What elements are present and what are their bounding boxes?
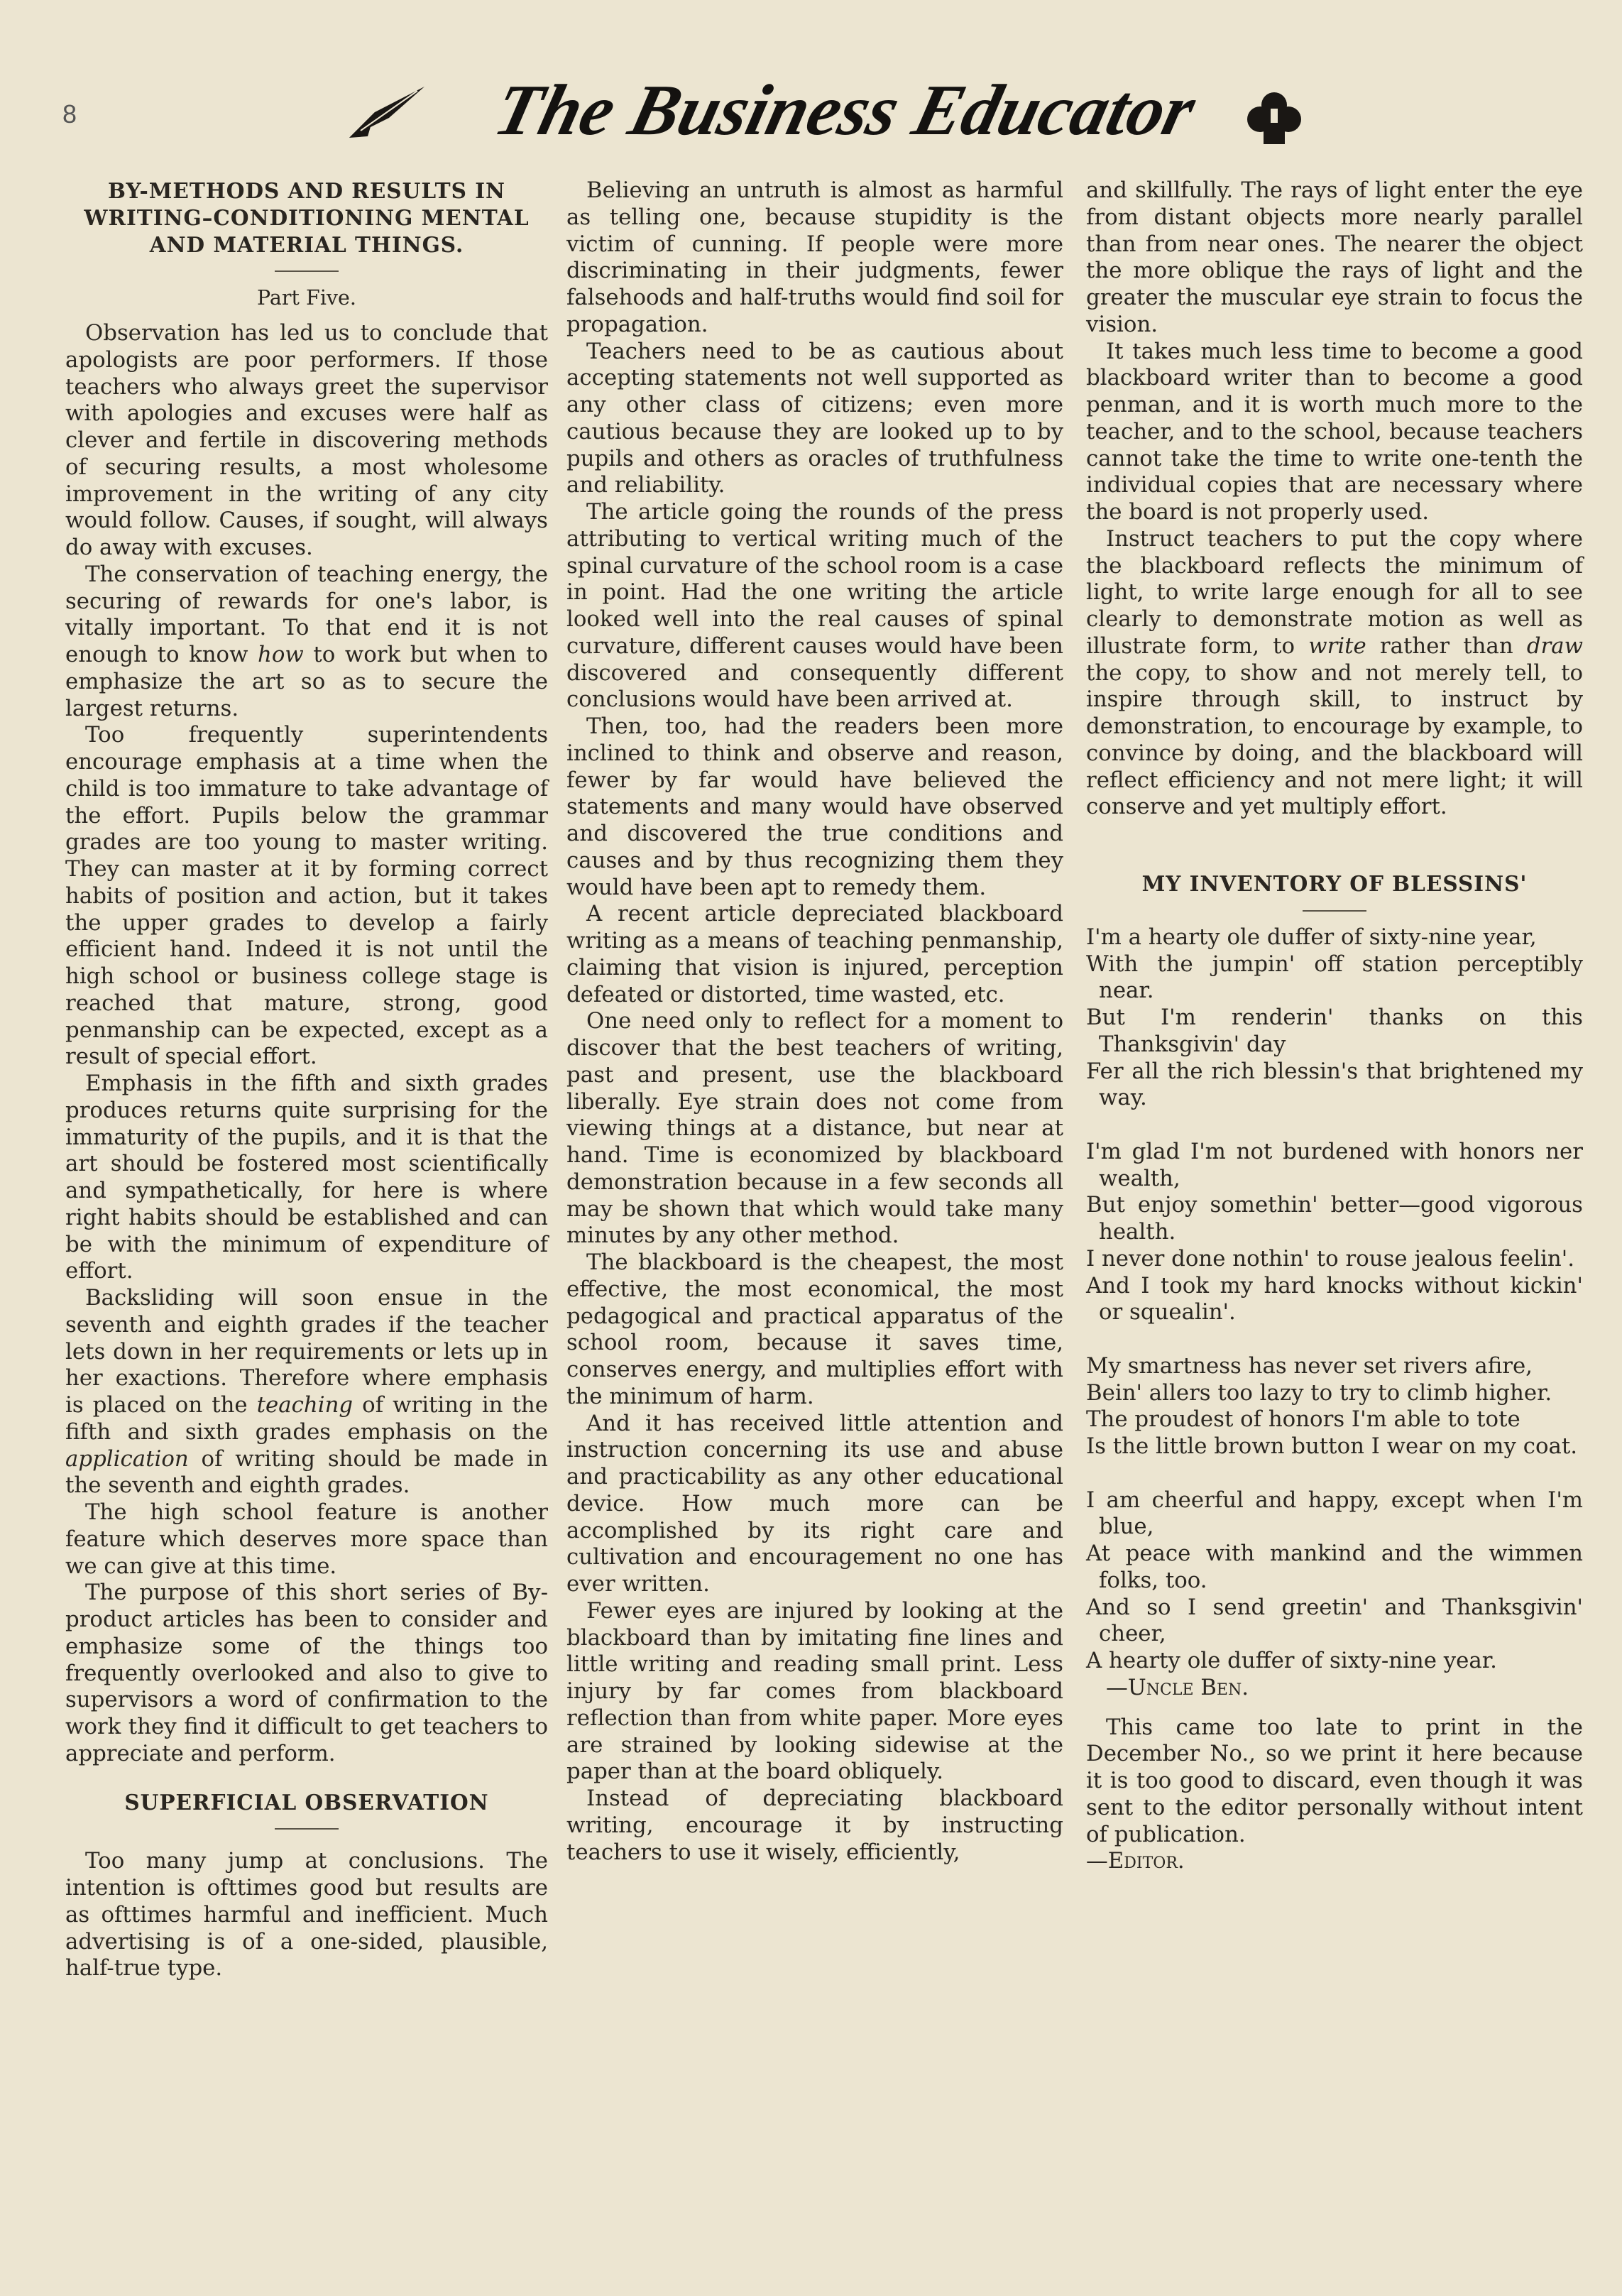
divider (275, 270, 339, 272)
masthead-title: The Business Educator (487, 70, 1203, 151)
column-2 (566, 177, 1063, 1866)
poem-line: But enjoy somethin' better—good vigorous health. (1086, 1192, 1583, 1245)
paragraph: Too frequently superintendents encourage emphasis at a time when the child is too immature to take advantage of the effort. Pupils below the grammar grades are too young to master writing. They can master at it by forming correct habits of position and action, but it takes the upper grades to develop a fairly efficient hand. Indeed it is not until the high school or business college stage is reached that mature, strong, good penmanship can be expected, except as a result of special effort. (65, 722, 548, 1070)
column-3 (1086, 177, 1583, 1875)
divider (1303, 910, 1366, 912)
paragraph: Observation has led us to conclude that apologists are poor performers. If those teachers who always greet the supervisor with apologies and excuses were half as clever and fertile in discovering methods of securing results, a most wholesome improvement in the writing of any city would follow. Causes, if sought, will always do away with excuses. (65, 320, 548, 560)
paragraph: Believing an untruth is almost as harmful as telling one, because stupidity is the victim of cunning. If people were more discriminating in their judgments, fewer falsehoods and half-truths would find soil for propagation. (566, 177, 1063, 337)
quill-pen-icon (346, 84, 432, 141)
paragraph: Instead of depreciating blackboard writing, encourage it by instructing teachers to use it wisely, efficiently, (566, 1786, 1063, 1865)
paragraph: The article going the rounds of the press attributing to vertical writing much of the spinal curvature of the school room is a case in point. Had the one writing the article looked well into the real causes of spinal curvature, different causes would have been discovered and consequently different conclusions would have been arrived at. (566, 499, 1063, 713)
page-number: 8 (62, 99, 77, 129)
poem-line: Is the little brown button I wear on my coat. (1086, 1433, 1578, 1459)
article-title: BY-METHODS AND RESULTS IN WRITING–CONDITIONING MENTAL AND MATERIAL THINGS. (84, 178, 530, 257)
section-title: SUPERFICIAL OBSERVATION (124, 1789, 489, 1815)
poem-line: I am cheerful and happy, except when I'm blue, (1086, 1487, 1583, 1540)
paragraph: Emphasis in the fifth and sixth grades produces returns quite surprising for the immaturity of the pupils, and it is that the art should be fostered most scientifically and sympathetically, for here is where right habits should be established and can be with the minimum of expenditure of effort. (65, 1071, 548, 1284)
poem-stanza (1086, 1487, 1583, 1675)
poem-stanza (1086, 1139, 1583, 1326)
editor-signature: —Editor. (1086, 1848, 1185, 1874)
paragraph: Fewer eyes are injured by looking at the blackboard than by imitating fine lines and little writing and reading small print. Less injury by far comes from blackboard reflection than from white paper. More eyes are strained by looking sidewise at the paper than at the board obliquely. (566, 1597, 1063, 1785)
poem-line: And I took my hard knocks without kickin' or squealin'. (1086, 1272, 1583, 1325)
poem-line: The proudest of honors I'm able to tote (1086, 1406, 1520, 1433)
poem-title: MY INVENTORY OF BLESSINS' (1141, 871, 1528, 896)
paragraph: Too many jump at conclusions. The intention is ofttimes good but results are as ofttimes harmful and inefficient. Much advertising is of a one-sided, plausible, half-true type. (65, 1848, 548, 1981)
poem-signature: —Uncle Ben. (1106, 1674, 1249, 1700)
paragraph: It takes much less time to become a good blackboard writer than to become a good penman, and it is worth much more to the teacher, and to the school, because teachers cannot take the time to write one-tenth the individual copies that are necessary where the board is not properly used. (1086, 338, 1583, 525)
part-heading: Part Five. (257, 286, 356, 310)
poem-line: I never done nothin' to rouse jealous feelin'. (1086, 1245, 1574, 1272)
paragraph: Instruct teachers to put the copy where the blackboard reflects the minimum of light, to write large enough for all to see clearly to demonstrate motion as well as illustrate form, to write rather than draw the copy, to show and not merely tell, to inspire through skill, to instruct by demonstration, to encourage by example, to convince by doing, and the blackboard will reflect efficiency and not mere light; it will conserve and yet multiply effort. (1086, 525, 1584, 820)
poem-line: Fer all the rich blessin's that brightened my way. (1086, 1058, 1583, 1111)
poem-line: And so I send greetin' and Thanksgivin' cheer, (1086, 1594, 1583, 1647)
paragraph: Backsliding will soon ensue in the seventh and eighth grades if the teacher lets down in her requirements or lets up in her exactions. Therefore where emphasis is placed on the teaching of writing in the fifth and sixth grades emphasis on the application of writing should be made in the seventh and eighth grades. (65, 1285, 548, 1499)
editor-note: This came too late to print in the December No., so we print it here because it is too good to discard, even though it was sent to the editor personally without intent of publication. (1086, 1714, 1583, 1847)
paragraph: A recent article depreciated blackboard writing as a means of teaching penmanship, claiming that vision is injured, perception defeated or distorted, time wasted, etc. (566, 901, 1063, 1007)
divider (275, 1828, 339, 1830)
paragraph: The blackboard is the cheapest, the most effective, the most economical, the most pedagogical and practical apparatus of the school room, because it saves time, conserves energy, and multiplies effort with the minimum of harm. (566, 1250, 1063, 1409)
poem (1086, 924, 1583, 1702)
poem-stanza (1086, 924, 1583, 1112)
paragraph: The high school feature is another feature which deserves more space than we can give at this time. (65, 1499, 548, 1579)
column-1 (65, 177, 548, 1982)
poem-stanza (1086, 1353, 1583, 1460)
paragraph: and skillfully. The rays of light enter the eye from distant objects more nearly parallel than from near ones. The nearer the object the more oblique the rays of light and the greater the muscular eye strain to focus the vision. (1086, 177, 1583, 337)
poem-line: At peace with mankind and the wimmen folks, too. (1086, 1541, 1583, 1593)
paragraph: Teachers need to be as cautious about accepting statements not well supported as any other class of citizens; even more cautious because they are looked up to by pupils and others as oracles of truthfulness and reliability. (566, 338, 1063, 498)
poem-line: But I'm renderin' thanks on this Thanksgivin' day (1086, 1005, 1583, 1057)
paragraph: The conservation of teaching energy, the securing of rewards for one's labor, is vitally important. To that end it is not enough to know how to work but when to emphasize the art so as to secure the largest returns. (65, 561, 548, 721)
paragraph: The purpose of this short series of By-product articles has been to consider and emphasize some of the things too frequently overlooked and also to give to supervisors a word of confirmation to the work they find it difficult to get teachers to appreciate and perform. (65, 1580, 548, 1766)
poem-line: I'm a hearty ole duffer of sixty-nine year, (1086, 924, 1537, 950)
poem-line: Bein' allers too lazy to try to climb higher. (1086, 1379, 1552, 1406)
poem-line: My smartness has never set rivers afire, (1086, 1352, 1533, 1379)
poem-line: A hearty ole duffer of sixty-nine year. (1086, 1648, 1497, 1673)
poem-line: I'm glad I'm not burdened with honors ner wealth, (1086, 1138, 1583, 1191)
paragraph: Then, too, had the readers been more inclined to think and observe and reason, fewer by far would have believed the statements and many would have observed and discovered the true conditions and causes and by thus recognizing them they would have been apt to remedy them. (566, 714, 1063, 900)
union-label-emblem-icon (1242, 84, 1306, 148)
paragraph: One need only to reflect for a moment to discover that the best teachers of writing, past and present, use the blackboard liberally. Eye strain does not come from viewing things at a distance, but near at hand. Time is economized by blackboard demonstration because in a few seconds all may be shown that which would take many minutes by any other method. (566, 1008, 1063, 1249)
paragraph: And it has received little attention and instruction concerning its use and abuse and practicability as any other educational device. How much more can be accomplished by its right care and cultivation and encouragement no one has ever written. (566, 1410, 1063, 1597)
poem-line: With the jumpin' off station perceptibly near. (1086, 951, 1583, 1004)
